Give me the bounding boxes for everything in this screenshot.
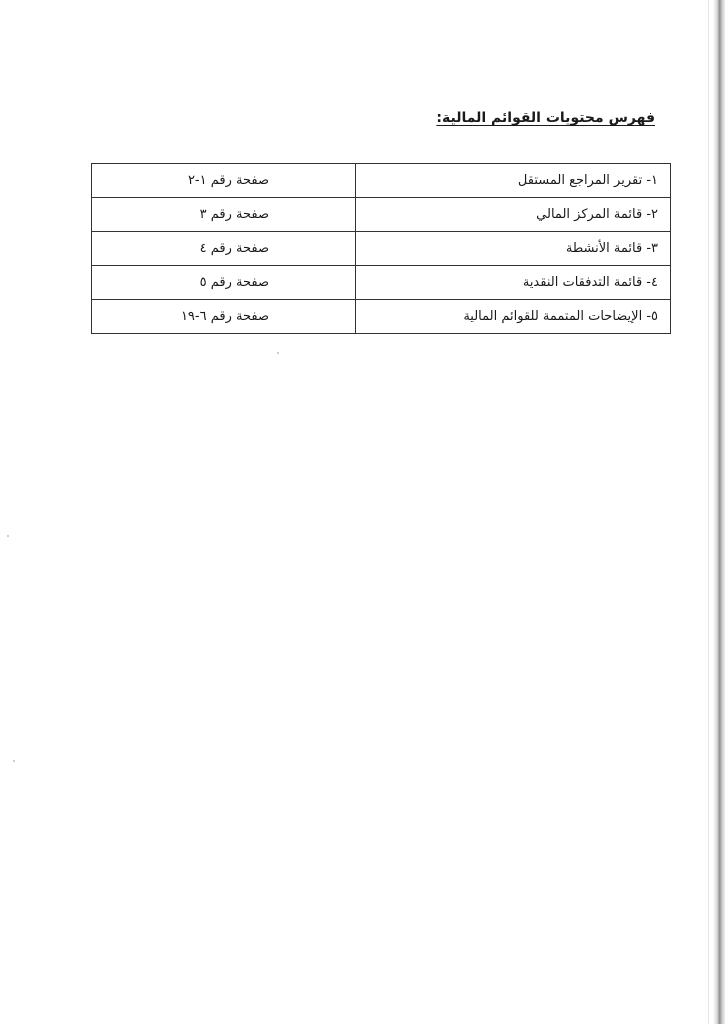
scan-speck: [277, 352, 279, 354]
scan-speck: [7, 535, 9, 537]
scan-edge-shadow: [713, 0, 725, 1024]
contents-page-ref: صفحة رقم ١-٢: [92, 164, 356, 198]
table-row: [92, 300, 671, 334]
contents-page-ref: صفحة رقم ٣: [92, 198, 356, 232]
scan-speck: [13, 760, 15, 762]
table-row: [92, 198, 671, 232]
contents-table: [91, 163, 671, 334]
table-row: [92, 232, 671, 266]
contents-item: ٥- الإيضاحات المتممة للقوائم المالية: [356, 300, 671, 334]
page-title: فهرس محتويات القوائم المالية:: [436, 110, 655, 126]
contents-page-ref: صفحة رقم ٥: [92, 266, 356, 300]
contents-page-ref: صفحة رقم ٦-١٩: [92, 300, 356, 334]
scan-edge-line: [708, 0, 709, 1024]
table-row: [92, 266, 671, 300]
contents-item: ٤- قائمة التدفقات النقدية: [356, 266, 671, 300]
contents-item: ٢- قائمة المركز المالي: [356, 198, 671, 232]
table-row: [92, 164, 671, 198]
contents-item: ١- تقرير المراجع المستقل: [356, 164, 671, 198]
contents-item: ٣- قائمة الأنشطة: [356, 232, 671, 266]
contents-page-ref: صفحة رقم ٤: [92, 232, 356, 266]
